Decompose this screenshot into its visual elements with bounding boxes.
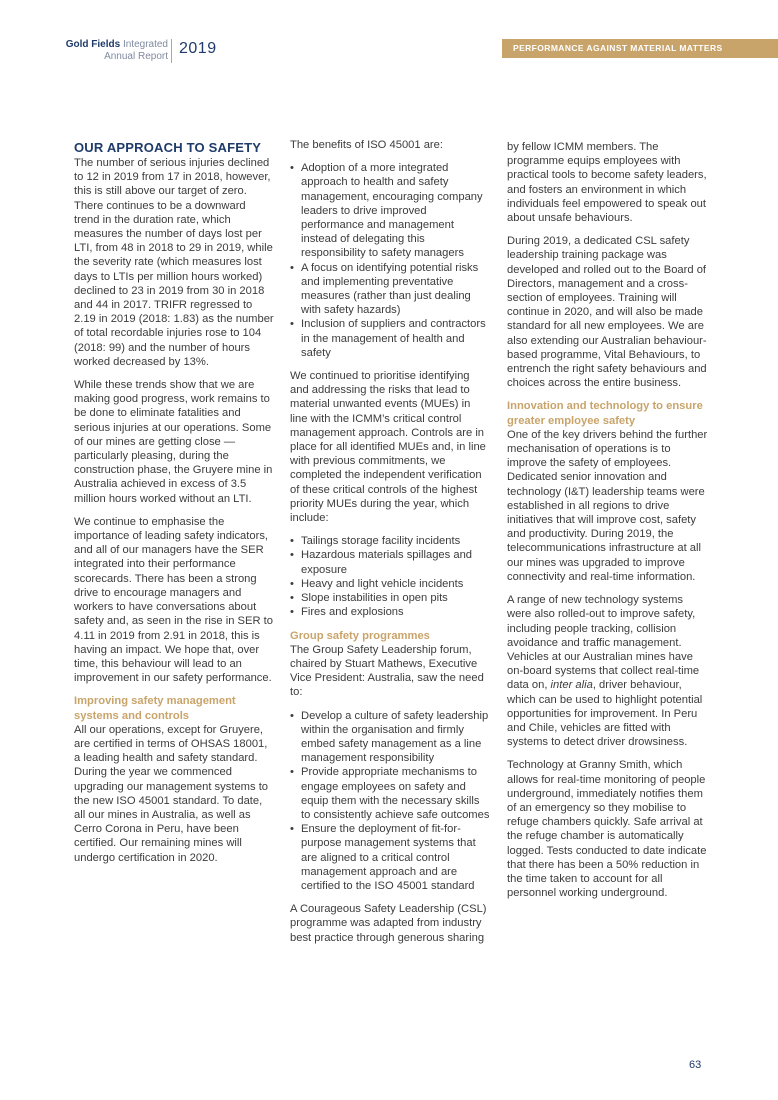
column-1	[74, 140, 274, 874]
section-heading: OUR APPROACH TO SAFETY	[74, 140, 262, 155]
paragraph: During 2019, a dedicated CSL safety leadership training package was developed and rolled out to the Board of Directors, management and a cross-section of employees. Training will continue in 2020, and will also be made standard for all new employees. We are also extending our Australian behaviour-based programme, Vital Behaviours, to entrench the right safety behaviours and choices across the entire business.	[507, 235, 707, 390]
list-item: • A focus on identifying potential risks and implementing preventative measures (rather than just dealing with safety hazards)	[290, 261, 490, 318]
list-item: • Heavy and light vehicle incidents	[290, 577, 490, 591]
paragraph: We continued to prioritise identifying and addressing the risks that lead to material unwanted events (MUEs) in line with the ICMM’s critical control management approach. Controls are in place for all identified MUEs and, in line with previous commitments, we completed the independent verification of these critical controls of the highest priority MUEs during the year, which include:	[290, 370, 486, 525]
paragraph	[507, 593, 709, 749]
logo-text	[66, 39, 168, 63]
list-item: • Develop a culture of safety leadership within the organisation and firmly embed safety management as a line management responsibility	[290, 709, 490, 766]
list-item: • Inclusion of suppliers and contractors in the management of health and safety	[290, 317, 490, 360]
paragraph: The benefits of ISO 45001 are:	[290, 139, 443, 151]
list-item: • Provide appropriate mechanisms to engage employees on safety and equip them with the necessary skills to consistently achieve safe outcomes	[290, 765, 490, 822]
page-number: 63	[689, 1059, 702, 1071]
needs-list	[290, 709, 490, 894]
paragraph: All our operations, except for Gruyere, are certified in terms of OHSAS 18001, a leading health and safety standard. During the year we commenced upgrading our management systems to the new ISO 45001 standard. To date, all our mines in Australia, as well as Cerro Corona in Peru, have been certified. Our remaining mines will undergo certification in 2020.	[74, 723, 269, 864]
report-logo	[58, 39, 228, 67]
paragraph: A Courageous Safety Leadership (CSL) programme was adapted from industry best practice through generous sharing	[290, 903, 487, 944]
list-item: • Tailings storage facility incidents	[290, 534, 490, 548]
column-3	[507, 140, 709, 909]
paragraph: The number of serious injuries declined to 12 in 2019 from 17 in 2018, however, this is still above our target of zero. There continues to be a downward trend in the duration rate, which measures the number of days lost per LTI, from 48 in 2018 to 29 in 2019, while the severity rate (which measures lost days to LTIs per million hours worked) declined to 23 in 2019 from 30 in 2018 and 44 in 2017. TRIFR regressed to 2.19 in 2019 (2018: 1.83) as the number of total recordable injuries rose to 104 (2018: 99) and the number of hours worked decreased by 13%.	[74, 157, 274, 368]
paragraph: The Group Safety Leadership forum, chaired by Stuart Mathews, Executive Vice President: Australia, saw the need to:	[290, 643, 484, 699]
section-banner: PERFORMANCE AGAINST MATERIAL MATTERS	[502, 39, 778, 58]
paragraph: We continue to emphasise the importance of leading safety indicators, and all of our managers have the SER integrated into their performance scorecards. There has been a strong drive to encourage managers and workers to have conversations about safety and, as seen in the rise in SER to 4.11 in 2019 from 2.91 in 2018, this is having an impact. We hope that, over time, this behaviour will lead to an improvement in our safety performance.	[74, 515, 273, 685]
paragraph-text: , driver behaviour, which can be used to highlight potential opportunities for improvement. In Peru and Chile, vehicles are fitted with systems to detect driver drowsiness.	[507, 679, 703, 749]
column-2	[290, 138, 490, 954]
list-item: • Fires and explosions	[290, 605, 490, 619]
report-year: 2019	[179, 40, 217, 57]
paragraph-text: A range of new technology systems were also rolled-out to improve safety, including people tracking, collision avoidance and traffic management. Vehicles at our Australian mines have on-board systems that collect real-time data on,	[507, 594, 700, 692]
brand-name: Gold Fields	[65, 39, 121, 50]
list-item: • Slope instabilities in open pits	[290, 591, 490, 605]
brand-annual-report: Annual Report	[104, 51, 168, 62]
list-item: • Hazardous materials spillages and exposure	[290, 548, 490, 576]
benefits-list	[290, 161, 490, 360]
paragraph: While these trends show that we are making good progress, work remains to be done to eliminate fatalities and serious injuries at our operations. Some of our mines are getting close — particularly pleasing, during the construction phase, the Gruyere mine in Australia achieved in excess of 3.5 million hours worked without an LTI.	[74, 379, 273, 505]
logo-divider	[171, 39, 172, 63]
italic-term: inter alia	[550, 679, 593, 692]
list-item: • Adoption of a more integrated approach to health and safety management, encouraging company leaders to drive improved performance and management instead of delegating this responsibility to safety managers	[290, 161, 490, 260]
subheading: Group safety programmes	[290, 629, 430, 642]
mue-list	[290, 534, 490, 619]
brand-integrated: Integrated	[122, 39, 168, 50]
paragraph: One of the key drivers behind the further mechanisation of operations is to improve the safety of employees. Dedicated senior innovation and technology (I&T) leadership teams were established in all regions to drive initiatives that will improve cost, safety and productivity. During 2019, the telecommunications infrastructure at all our mines was upgraded to improve connectivity and real-time information.	[507, 428, 708, 583]
list-item: • Ensure the deployment of fit-for-purpose management systems that are aligned to a critical control management approach and are certified to the ISO 45001 standard	[290, 822, 490, 893]
subheading: Innovation and technology to ensure greater employee safety	[507, 400, 703, 427]
paragraph: Technology at Granny Smith, which allows for real-time monitoring of people underground, immediately notifies them of an emergency so they mobilise to refuge chambers quickly. Safe arrival at the refuge chamber is automatically logged. Tests conducted to date indicate that there has been a 50% reduction in the time taken to account for all personnel working underground.	[507, 759, 707, 900]
subheading: Improving safety management systems and controls	[74, 695, 236, 722]
paragraph: by fellow ICMM members. The programme equips employees with practical tools to become safety leaders, and fosters an environment in which individuals feel empowered to speak out about unsafe behaviours.	[507, 141, 707, 225]
